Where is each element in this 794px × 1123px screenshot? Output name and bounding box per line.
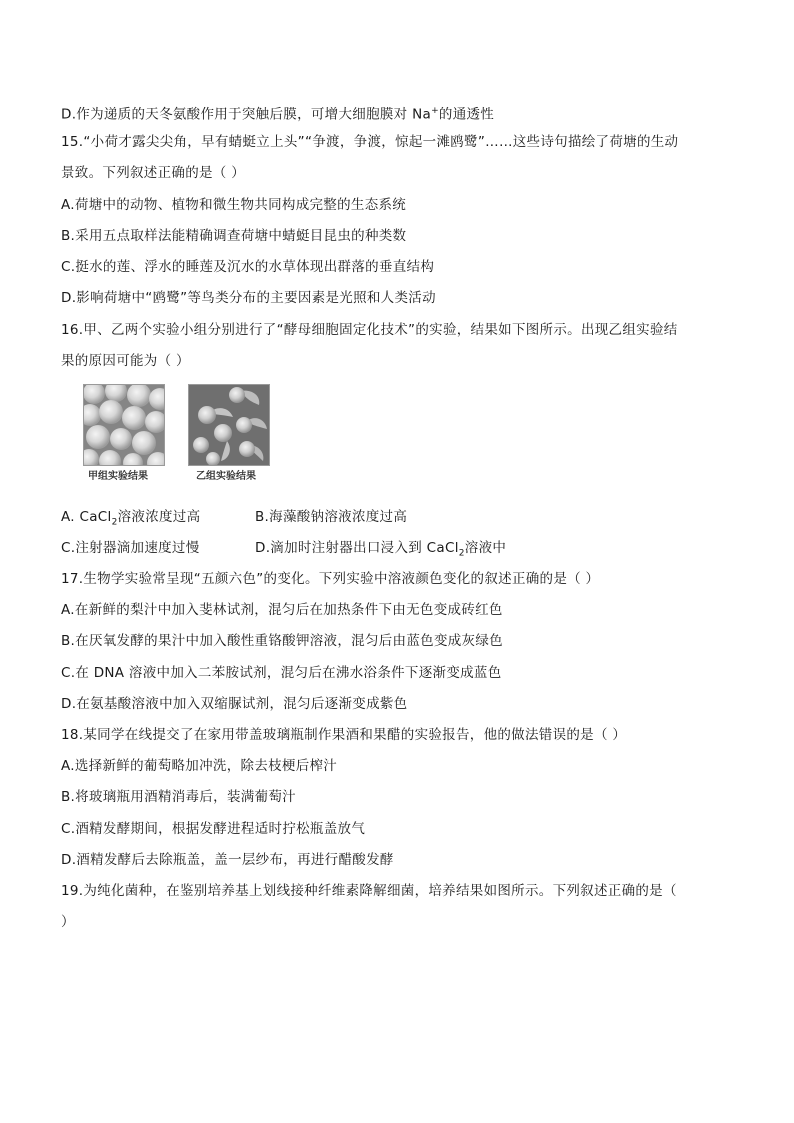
q18-option-a: A.选择新鲜的葡萄略加冲洗，除去枝梗后榨汁 <box>61 758 338 774</box>
q16-option-d-text: D.滴加时注射器出口浸入到 CaCl <box>255 540 459 556</box>
figure-group-a-beads <box>83 384 165 466</box>
q18-option-c: C.酒精发酵期间，根据发酵进程适时拧松瓶盖放气 <box>61 821 366 837</box>
q17-option-c: C.在 DNA 溶液中加入二苯胺试剂，混匀后在沸水浴条件下逐渐变成蓝色 <box>61 665 502 681</box>
q16-option-c: C.注射器滴加速度过慢 <box>61 540 200 556</box>
figure-group-b-caption: 乙组实验结果 <box>196 471 256 482</box>
q16-stem-line2: 果的原因可能为（ ） <box>61 353 190 369</box>
q15-option-d: D.影响荷塘中“鸥鹭”等鸟类分布的主要因素是光照和人类活动 <box>61 290 436 306</box>
q18-option-d: D.酒精发酵后去除瓶盖，盖一层纱布，再进行醋酸发酵 <box>61 852 394 868</box>
tailed-beads-image <box>189 385 269 465</box>
q15-option-a: A.荷塘中的动物、植物和微生物共同构成完整的生态系统 <box>61 197 407 213</box>
q15-stem-line2: 景致。下列叙述正确的是（ ） <box>61 165 245 181</box>
q19-stem-line1: 19.为纯化菌种，在鉴别培养基上划线接种纤维素降解细菌，培养结果如图所示。下列叙述正确的是（ <box>61 883 677 899</box>
q19-stem-line2: ） <box>61 914 75 930</box>
q18-option-b: B.将玻璃瓶用酒精消毒后，装满葡萄汁 <box>61 789 296 805</box>
q15-option-c: C.挺水的莲、浮水的睡莲及沉水的水草体现出群落的垂直结构 <box>61 259 435 275</box>
q14-option-d <box>61 102 494 124</box>
q16-option-a-subscript: 2 <box>111 517 118 528</box>
q16-option-d-text-end: 溶液中 <box>464 540 507 556</box>
figure-group-a-caption: 甲组实验结果 <box>88 471 148 482</box>
q17-option-d: D.在氨基酸溶液中加入双缩脲试剂，混匀后逐渐变成紫色 <box>61 696 408 712</box>
q15-option-b: B.采用五点取样法能精确调查荷塘中蜻蜓目昆虫的种类数 <box>61 228 407 244</box>
q16-option-b: B.海藻酸钠溶液浓度过高 <box>255 509 408 525</box>
q16-option-a-text: A. CaCl <box>61 509 112 525</box>
q17-option-b: B.在厌氧发酵的果汁中加入酸性重铬酸钾溶液，混匀后由蓝色变成灰绿色 <box>61 633 503 649</box>
q16-option-d <box>255 539 506 563</box>
q16-option-a-text-end: 溶液浓度过高 <box>117 509 201 525</box>
q18-stem: 18.某同学在线提交了在家用带盖玻璃瓶制作果酒和果醋的实验报告，他的做法错误的是（ ） <box>61 727 627 743</box>
q17-option-a: A.在新鲜的梨汁中加入斐林试剂，混匀后在加热条件下由无色变成砖红色 <box>61 602 503 618</box>
q16-option-a <box>61 508 200 532</box>
q16-option-d-subscript: 2 <box>458 548 465 559</box>
round-beads-image <box>84 385 164 465</box>
q16-stem-line1: 16.甲、乙两个实验小组分别进行了“酵母细胞固定化技术”的实验，结果如下图所示。出现乙组实验结 <box>61 322 678 338</box>
q15-stem-line1: 15.“小荷才露尖尖角，早有蜻蜓立上头”“争渡，争渡，惊起一滩鸥鹭”……这些诗句描绘了荷塘的生动 <box>61 134 679 150</box>
q14-option-d-superscript: + <box>431 106 439 116</box>
figure-group-b-beads <box>188 384 270 466</box>
q14-option-d-text-end: 的通透性 <box>438 106 495 123</box>
q14-option-d-text: D.作为递质的天冬氨酸作用于突触后膜，可增大细胞膜对 Na <box>61 106 432 123</box>
q17-stem: 17.生物学实验常呈现“五颜六色”的变化。下列实验中溶液颜色变化的叙述正确的是（ ） <box>61 571 600 587</box>
